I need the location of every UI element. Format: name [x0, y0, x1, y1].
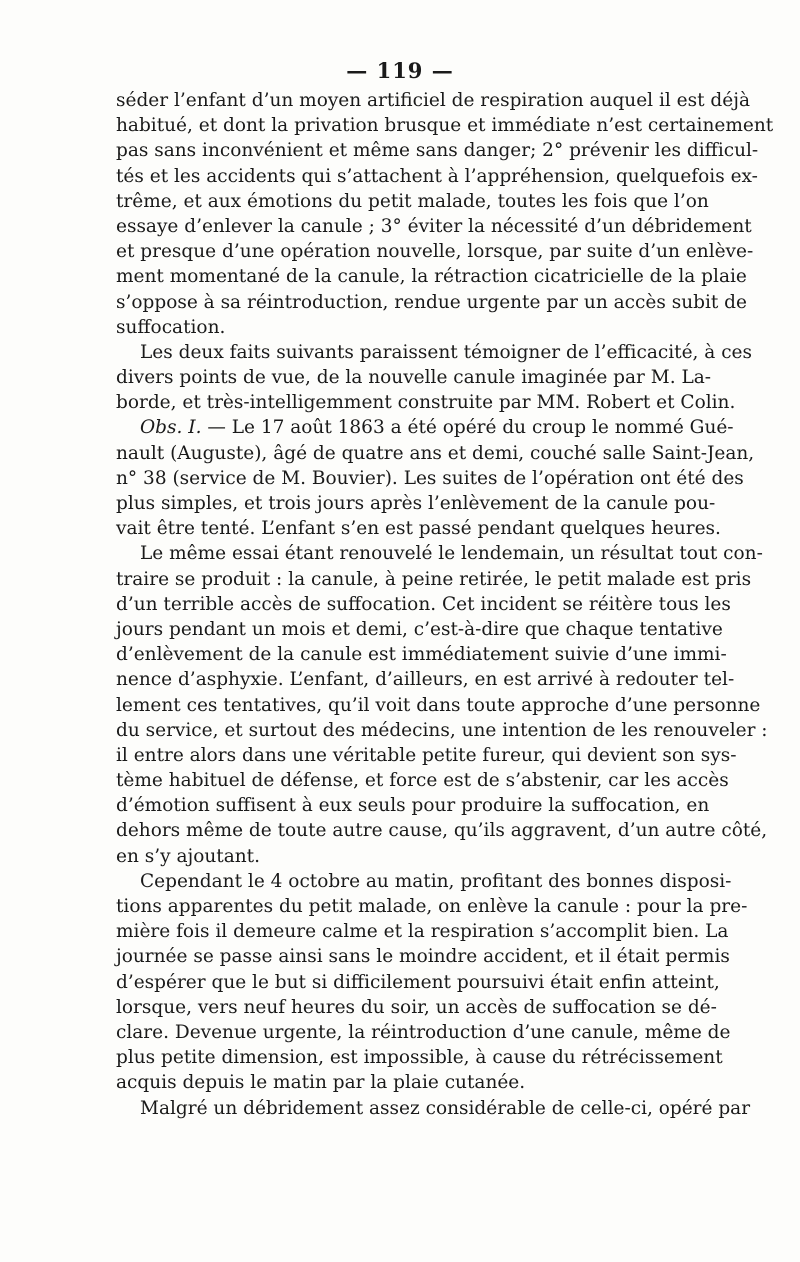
text-line: vait être tenté. L’enfant s’en est passé pendant quelques heures. [116, 518, 721, 540]
text-line: et presque d’une opération nouvelle, lorsque, par suite d’un enlève- [116, 241, 754, 263]
observation-label: Obs. I. [140, 417, 202, 439]
text-line: plus simples, et trois jours après l’enlèvement de la canule pou- [116, 493, 716, 514]
text-line: acquis depuis le matin par la plaie cutanée. [116, 1072, 526, 1094]
text-line: Malgré un débridement assez considérable de celle-ci, opéré par [140, 1097, 751, 1119]
text-line: trême, et aux émotions du petit malade, toutes les fois que l’on [116, 190, 709, 212]
text-line: tés et les accidents qui s’attachent à l’appréhension, quelquefois ex- [116, 165, 758, 187]
text-line: Cependant le 4 octobre au matin, profitant des bonnes disposi- [140, 870, 732, 892]
text-line: n° 38 (service de M. Bouvier). Les suites de l’opération ont été des [116, 467, 744, 489]
text-line: Obs. I. — Le 17 août 1863 a été opéré du croup le nommé Gué- [140, 417, 734, 439]
text-line: d’un terrible accès de suffocation. Cet incident se réitère tous les [116, 593, 731, 615]
text-line: clare. Devenue urgente, la réintroduction d’une canule, même de [116, 1021, 731, 1043]
text-line: divers points de vue, de la nouvelle canule imaginée par M. La- [116, 367, 712, 389]
text-line: plus petite dimension, est impossible, à cause du rétrécissement [116, 1047, 723, 1069]
text-line: lorsque, vers neuf heures du soir, un accès de suffocation se dé- [116, 996, 717, 1018]
text-line: en s’y ajoutant. [116, 845, 260, 867]
text-line: Le même essai étant renouvelé le lendemain, un résultat tout con- [140, 543, 763, 565]
text-line: séder l’enfant d’un moyen artificiel de respiration auquel il est déjà [116, 90, 750, 111]
text-line: d’espérer que le but si difficilement poursuivi était enfin atteint, [116, 971, 720, 993]
text-line: d’émotion suffisent à eux seuls pour produire la suffocation, en [116, 795, 710, 817]
text-line: traire se produit : la canule, à peine retirée, le petit malade est pris [116, 568, 752, 590]
text-line: journée se passe ainsi sans le moindre accident, et il était permis [116, 946, 730, 968]
text-line: essaye d’enlever la canule ; 3° éviter la nécessité d’un débridement [116, 215, 752, 237]
text-line: borde, et très-intelligemment construite par MM. Robert et Colin. [116, 392, 736, 414]
text-line: mière fois il demeure calme et la respiration s’accomplit bien. La [116, 921, 729, 943]
body-text [116, 88, 774, 1121]
text-line: ment momentané de la canule, la rétraction cicatricielle de la plaie [116, 266, 747, 288]
text-line: dehors même de toute autre cause, qu’ils aggravent, d’un autre côté, [116, 820, 768, 842]
text-line: tions apparentes du petit malade, on enlève la canule : pour la pre- [116, 896, 748, 917]
text-line: lement ces tentatives, qu’il voit dans toute approche d’une personne [116, 694, 761, 716]
page-number: — 119 — [346, 58, 454, 83]
text-line: Les deux faits suivants paraissent témoigner de l’efficacité, à ces [140, 341, 752, 363]
text-line: habitué, et dont la privation brusque et immédiate n’est certainement [116, 115, 774, 137]
text-line: jours pendant un mois et demi, c’est-à-dire que chaque tentative [116, 618, 723, 640]
text-line: suffocation. [116, 316, 226, 338]
text-line: s’oppose à sa réintroduction, rendue urgente par un accès subit de [116, 291, 747, 313]
text-line: d’enlèvement de la canule est immédiatement suivie d’une immi- [116, 644, 727, 666]
text-line: du service, et surtout des médecins, une intention de les renouveler : [116, 719, 768, 741]
text-line: il entre alors dans une véritable petite fureur, qui devient son sys- [116, 744, 737, 766]
text-line: nault (Auguste), âgé de quatre ans et demi, couché salle Saint-Jean, [116, 442, 755, 464]
text-line: tème habituel de défense, et force est de s’abstenir, car les accès [116, 770, 729, 792]
text-line: nence d’asphyxie. L’enfant, d’ailleurs, en est arrivé à redouter tel- [116, 669, 735, 691]
text-line: pas sans inconvénient et même sans danger; 2° prévenir les difficul- [116, 140, 759, 162]
